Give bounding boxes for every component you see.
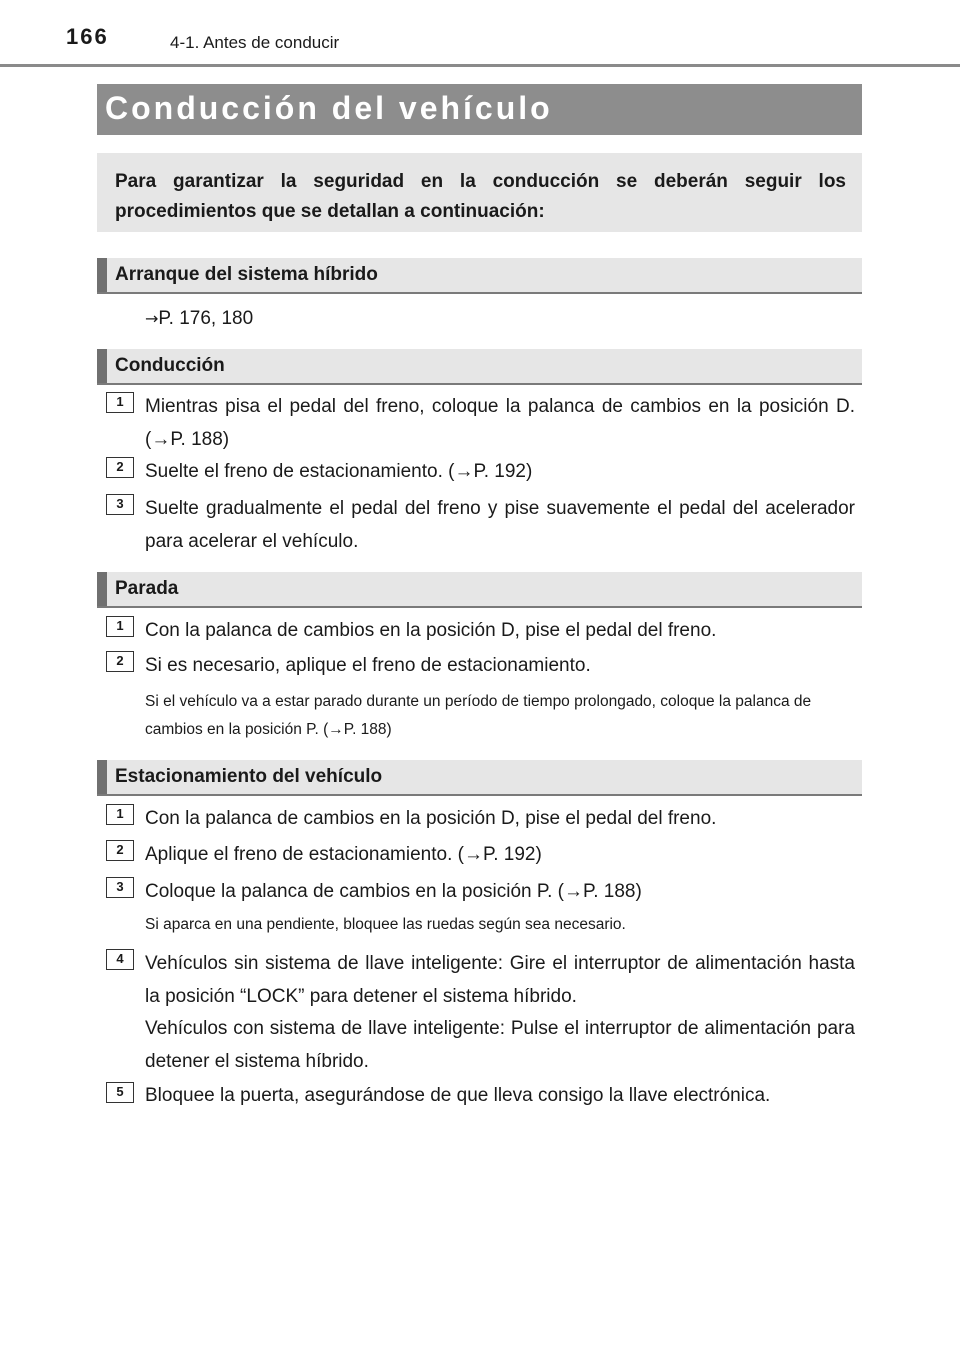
arrow-icon: → — [145, 309, 159, 328]
step-number-badge: 4 — [106, 949, 134, 970]
step-number-badge: 3 — [106, 877, 134, 898]
note-text: Si aparca en una pendiente, bloquee las ruedas según sea necesario. — [145, 916, 626, 933]
subheading-conduccion — [97, 349, 862, 385]
subheading-bar — [97, 760, 107, 794]
step-number-badge: 3 — [106, 494, 134, 515]
step-text: Si es necesario, aplique el freno de estacionamiento. — [145, 655, 591, 676]
step-text: Suelte el freno de estacionamiento. (→P. 192) — [145, 461, 533, 482]
subheading-text: Parada — [115, 578, 179, 599]
page-title: Conducción del vehículo — [97, 84, 862, 135]
step-number-badge: 1 — [106, 392, 134, 413]
step-text: Suelte gradualmente el pedal del freno y pise suavemente el pedal del acelerador para acelerar el vehículo. — [145, 498, 855, 552]
reference-link[interactable]: P. 176, 180 — [158, 308, 254, 329]
step-text: Con la palanca de cambios en la posición D, pise el pedal del freno. — [145, 808, 717, 829]
step-text: Mientras pisa el pedal del freno, coloque la palanca de cambios en la posición D. (→P. 188) — [145, 396, 855, 450]
page-header — [0, 0, 960, 70]
step-number-badge: 5 — [106, 1082, 134, 1103]
header-rule — [0, 64, 960, 67]
page-number: 166 — [66, 24, 109, 49]
subheading-text: Conducción — [115, 355, 225, 376]
step-number-badge: 1 — [106, 804, 134, 825]
step-text: Coloque la palanca de cambios en la posición P. (→P. 188) — [145, 881, 642, 902]
step-number-badge: 2 — [106, 457, 134, 478]
step-text: Vehículos sin sistema de llave inteligente: Gire el interruptor de alimentación hasta la posición “LOCK” para detener el sistema híbrido. — [145, 953, 855, 1007]
subheading-parada — [97, 572, 862, 608]
step-number-badge: 2 — [106, 840, 134, 861]
step-number-badge: 1 — [106, 616, 134, 637]
subheading-estacionamiento — [97, 760, 862, 796]
step-number-badge: 2 — [106, 651, 134, 672]
subheading-arranque — [97, 258, 862, 294]
step-text: Aplique el freno de estacionamiento. (→P. 192) — [145, 844, 542, 865]
arranque-reference — [145, 302, 855, 335]
subheading-bar — [97, 258, 107, 292]
subheading-bar — [97, 572, 107, 606]
subheading-text: Estacionamiento del vehículo — [115, 766, 383, 787]
subheading-text: Arranque del sistema híbrido — [115, 264, 378, 285]
intro-box: Para garantizar la seguridad en la conducción se deberán seguir los procedimientos que se detallan a continuación: — [97, 153, 862, 232]
subheading-bar — [97, 349, 107, 383]
section-label: 4-1. Antes de conducir — [170, 33, 340, 52]
step-text: Bloquee la puerta, asegurándose de que lleva consigo la llave electrónica. — [145, 1085, 771, 1106]
note-text: Si el vehículo va a estar parado durante un período de tiempo prolongado, coloque la palanca de cambios en la posición P. (→P. 188) — [145, 693, 812, 738]
step-text: Con la palanca de cambios en la posición D, pise el pedal del freno. — [145, 620, 717, 641]
step-text-extra: Vehículos con sistema de llave inteligente: Pulse el interruptor de alimentación para detener el sistema híbrido. — [145, 1018, 855, 1072]
